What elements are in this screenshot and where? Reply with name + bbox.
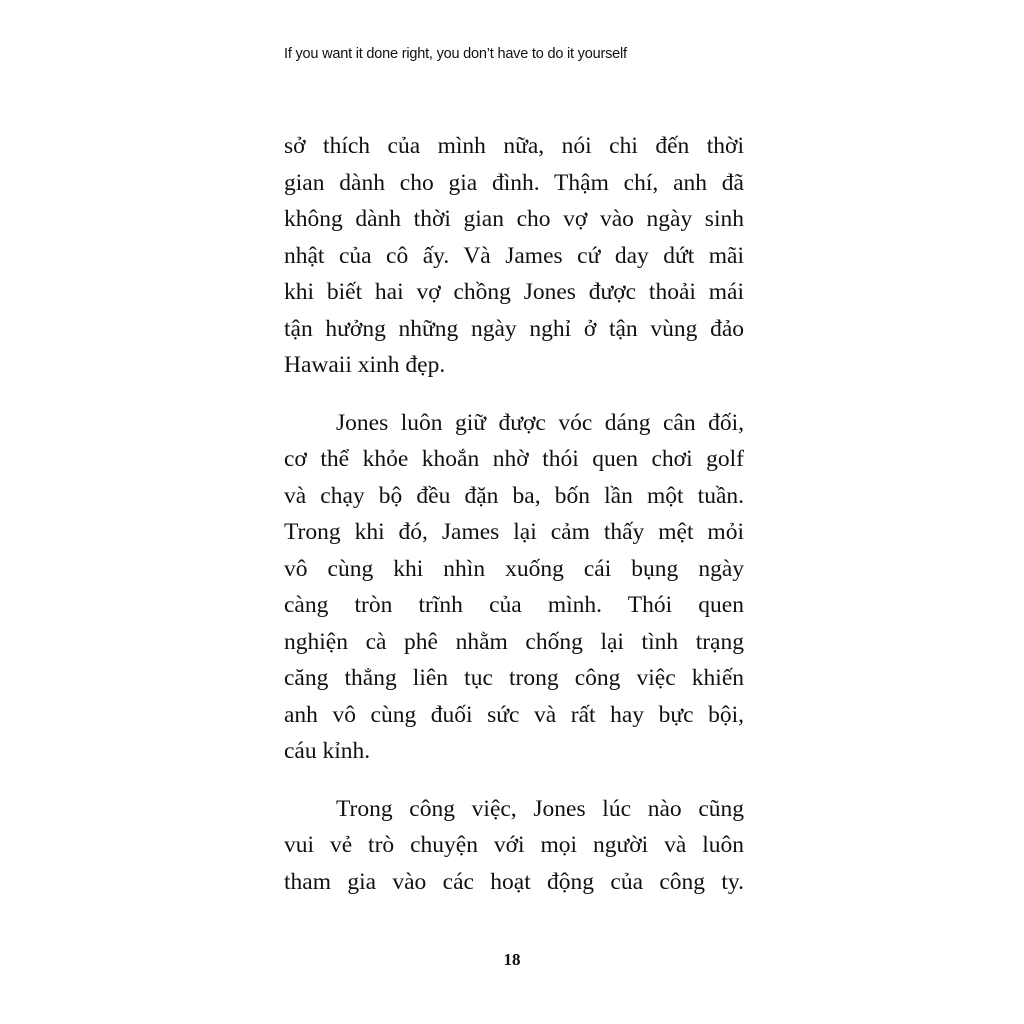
body-text	[284, 128, 744, 921]
text-line: khi biết hai vợ chồng Jones được thoải mái	[284, 279, 744, 305]
text-line: anh vô cùng đuối sức và rất hay bực bội,	[284, 701, 744, 728]
text-line: tận hưởng những ngày nghỉ ở tận vùng đảo	[284, 315, 744, 342]
paragraph-1	[284, 128, 744, 384]
text-line: Jones luôn giữ được vóc dáng cân đối,	[336, 409, 744, 436]
text-line: và chạy bộ đều đặn ba, bốn lần một tuần.	[284, 482, 744, 509]
text-line: tham gia vào các hoạt động của công ty.	[284, 868, 744, 895]
text-line: Trong công việc, Jones lúc nào cũng	[336, 795, 744, 822]
paragraph-3	[284, 791, 744, 901]
text-line: vô cùng khi nhìn xuống cái bụng ngày	[284, 555, 744, 582]
text-line: gian dành cho gia đình. Thậm chí, anh đã	[284, 169, 744, 196]
text-line: căng thẳng liên tục trong công việc khiến	[284, 665, 744, 691]
text-line: nhật của cô ấy. Và James cứ day dứt mãi	[284, 242, 744, 269]
text-line: Trong khi đó, James lại cảm thấy mệt mỏi	[284, 519, 744, 545]
text-line: cáu kỉnh.	[284, 738, 371, 764]
page-number: 18	[503, 950, 521, 969]
text-line: vui vẻ trò chuyện với mọi người và luôn	[284, 832, 744, 858]
text-line: sở thích của mình nữa, nói chi đến thời	[284, 133, 744, 159]
paragraph-2	[284, 405, 744, 770]
text-line: cơ thể khỏe khoắn nhờ thói quen chơi golf	[284, 446, 744, 472]
running-header: If you want it done right, you don’t have to do it yourself	[284, 46, 627, 62]
text-line: nghiện cà phê nhằm chống lại tình trạng	[284, 628, 744, 655]
text-line: không dành thời gian cho vợ vào ngày sinh	[284, 206, 744, 232]
text-line: Hawaii xinh đẹp.	[284, 352, 446, 378]
text-line: càng tròn trĩnh của mình. Thói quen	[284, 592, 744, 618]
